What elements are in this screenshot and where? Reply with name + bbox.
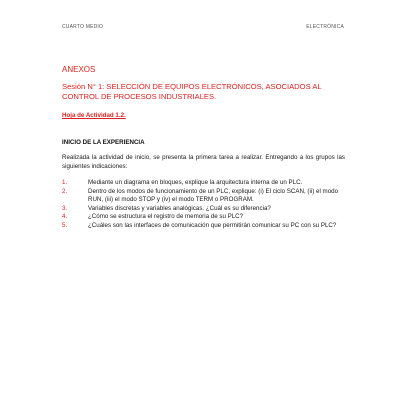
task-item: [62, 222, 352, 231]
task-number: 3.: [62, 204, 68, 212]
task-text: Variables discretas y variables analógicas. ¿Cuál es su diferencia?: [88, 204, 271, 212]
task-text: Dentro de los modos de funcionamiento de un PLC, explique: (i) El ciclo SCAN, (ii) el modo RUN, (iii) el modo STOP y (iv) el modo TERM o PROGRAM.: [88, 187, 339, 204]
session-title: Sesión N° 1: SELECCIÓN DE EQUIPOS ELECTRÓNICOS, ASOCIADOS AL CONTROL DE PROCESOS INDUSTRIALES.: [62, 82, 322, 101]
task-text: ¿Cuáles son las interfaces de comunicación que permitirán comunicar su PC con su PLC?: [88, 221, 337, 229]
task-number: 5.: [62, 221, 68, 229]
activity-sheet-title: Hoja de Actividad 1.2.: [62, 112, 126, 119]
task-item: [62, 205, 352, 214]
task-number: 4.: [62, 213, 68, 221]
task-text: Mediante un diagrama en bloques, explique la arquitectura interna de un PLC.: [88, 179, 303, 186]
task-item: [62, 179, 352, 188]
task-item: [62, 213, 352, 222]
section-heading: INICIO DE LA EXPERIENCIA: [62, 139, 145, 146]
task-list: [62, 179, 352, 231]
task-number: 1.: [62, 179, 68, 186]
intro-paragraph: Realizada la actividad de inicio, se presenta la primera tarea a realizar. Entregando a los grupos las siguientes indicaciones:: [62, 154, 345, 170]
annex-title: ANEXOS: [62, 65, 96, 74]
task-item: [62, 188, 352, 205]
task-number: 2.: [62, 187, 68, 195]
task-text: ¿Cómo se estructura el registro de memoria de su PLC?: [88, 213, 244, 221]
header-course-level: CUARTO MEDIO: [62, 24, 104, 30]
header-subject: ELECTRÓNICA: [306, 24, 344, 30]
